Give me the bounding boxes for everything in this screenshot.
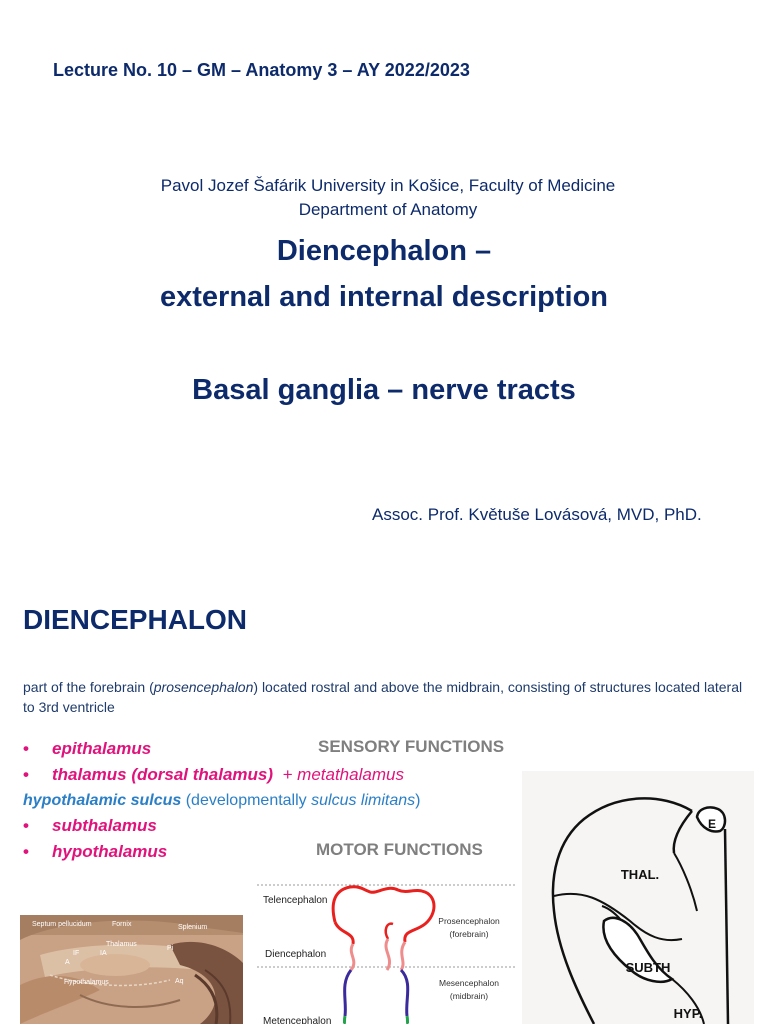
label-telencephalon: Telencephalon — [263, 895, 328, 906]
desc-part-1: part of the forebrain ( — [23, 679, 154, 695]
sulcus-rest: (developmentally — [181, 792, 312, 809]
lecture-label: Lecture No. 10 – GM – Anatomy 3 – AY 2022/2023 — [53, 60, 470, 80]
diencephalon-slide — [0, 560, 768, 1024]
department-name: Department of Anatomy — [298, 200, 478, 219]
bullet-icon: • — [23, 739, 29, 758]
item-label: epithalamus — [52, 739, 152, 758]
sensory-functions-label: SENSORY FUNCTIONS — [318, 737, 505, 756]
hypothalamic-sulcus-line — [23, 792, 420, 810]
title-line-2: external and internal description — [160, 281, 608, 313]
midline — [725, 829, 728, 1024]
photo-label-if: IF — [73, 950, 80, 957]
photo-label-aq: Aq — [175, 978, 184, 985]
list-item-thalamus — [0, 765, 520, 787]
slide-heading: DIENCEPHALON — [23, 604, 248, 635]
ventricle-top — [674, 811, 692, 853]
label-mesencephalon: Mesencephalon — [438, 978, 500, 988]
item-label: hypothalamus — [52, 842, 168, 861]
neural-tube-diagram — [255, 882, 520, 1024]
dissection-illustration — [20, 915, 243, 1024]
photo-label-thalamus: Thalamus — [106, 941, 137, 948]
photo-label-a: A — [65, 959, 70, 966]
bullet-icon: • — [23, 816, 29, 835]
photo-label-ia: IA — [100, 950, 107, 957]
list-item-hypothalamus — [0, 842, 320, 864]
label-thal: THAL. — [620, 867, 660, 882]
label-hyp: HYP. — [673, 1006, 703, 1021]
item-label-group — [52, 765, 404, 785]
diencephalon-left — [351, 944, 354, 970]
telencephalon-inner — [386, 924, 393, 939]
photo-label-hypothalamus: Hypothalamus — [64, 979, 109, 986]
diencephalon-section-diagram — [522, 771, 754, 1024]
label-subth: SUBTH — [625, 960, 671, 975]
desc-italic: prosencephalon — [153, 679, 254, 695]
item-label: subthalamus — [52, 816, 157, 835]
bullet-icon: • — [23, 765, 29, 784]
thalamus-border — [674, 853, 697, 911]
photo-label-splenium: Splenium — [178, 924, 208, 931]
sulcus-label: hypothalamic sulcus — [23, 792, 182, 809]
label-e: E — [707, 817, 717, 831]
photo-label-fornix: Fornix — [112, 921, 132, 928]
metencephalon-right — [407, 1016, 408, 1024]
label-midbrain: (midbrain) — [449, 991, 489, 1001]
item-label: thalamus (dorsal thalamus) — [52, 765, 274, 784]
bullet-icon: • — [23, 842, 29, 861]
photo-label-pi: Pi — [167, 945, 174, 952]
title-line-1: Diencephalon – — [276, 235, 492, 267]
motor-functions-label: MOTOR FUNCTIONS — [316, 840, 483, 859]
outer-contour — [553, 798, 692, 1024]
neural-tube-svg — [255, 882, 520, 1024]
sulcus-limitans: sulcus limitans — [311, 792, 416, 809]
desc-part-2: ) located rostral and above the midbrain, consisting of structures located lateral to 3rd ventricle — [23, 679, 743, 715]
diencephalon-right — [386, 939, 390, 970]
metencephalon-left — [344, 1016, 345, 1024]
metathalamus-label: + metathalamus — [282, 765, 404, 784]
list-item-subthalamus — [0, 816, 320, 838]
definition-text — [23, 677, 743, 717]
label-prosencephalon: Prosencephalon — [438, 916, 500, 926]
diencephalon-outer — [401, 942, 405, 970]
sulcus-end: ) — [415, 792, 421, 809]
mesencephalon-left — [345, 970, 351, 1016]
section-svg — [522, 771, 754, 1024]
label-diencephalon: Diencephalon — [265, 949, 327, 960]
label-forebrain: (forebrain) — [449, 929, 489, 939]
university-name: Pavol Jozef Šafárik University in Košice, Faculty of Medicine — [160, 176, 616, 195]
list-item-epithalamus — [0, 739, 320, 761]
telencephalon-left — [335, 922, 353, 944]
photo-label-septum: Septum pellucidum — [32, 921, 92, 928]
mesencephalon-right — [401, 970, 408, 1016]
brain-dissection-photo — [20, 915, 243, 1024]
subtitle: Basal ganglia – nerve tracts — [192, 374, 576, 406]
author: Assoc. Prof. Květuše Lovásová, MVD, PhD. — [372, 505, 702, 524]
label-metencephalon: Metencephalon — [263, 1016, 332, 1024]
